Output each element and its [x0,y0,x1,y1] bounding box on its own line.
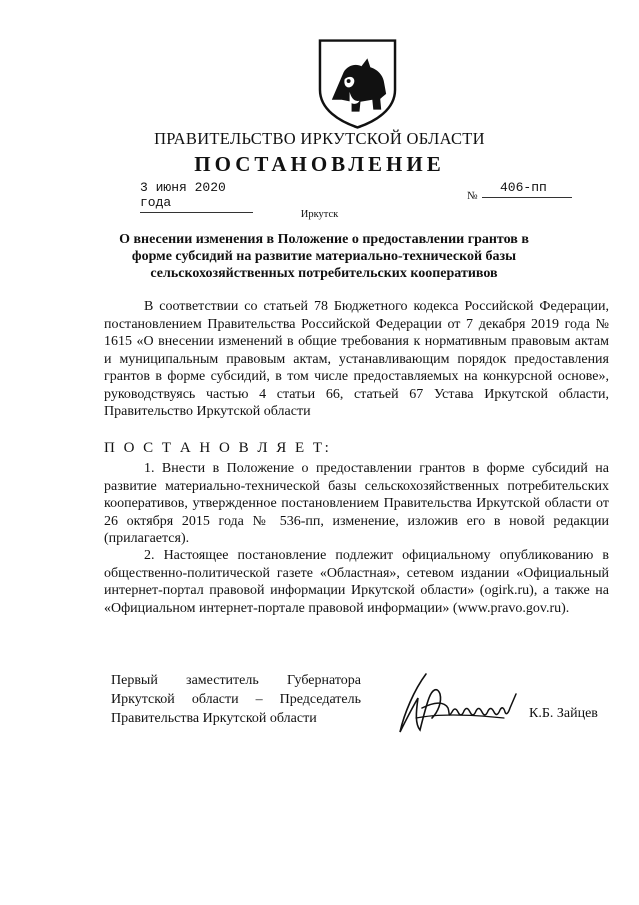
document-number: 406-пп [482,180,572,198]
handwritten-signature [396,668,531,743]
number-sign: № [467,190,478,202]
document-type: ПОСТАНОВЛЕНИЕ [194,152,445,176]
signer-position-line: Иркутской области – Председатель [111,692,361,707]
government-name: ПРАВИТЕЛЬСТВО ИРКУТСКОЙ ОБЛАСТИ [154,129,485,148]
item-2 [104,547,609,617]
coat-of-arms-icon [318,38,397,130]
document-title: О внесении изменения в Положение о предоставлении грантов в форме субсидий на развитие материально-технической базы сельскохозяйственных потребительских кооперативов [119,232,529,281]
item-1 [104,460,609,548]
signer-name: К.Б. Зайцев [529,706,598,721]
item-text: 2. Настоящее постановление подлежит официальному опубликованию в общественно-политической газете «Областная», сетевом издании «Официальный интернет-портал правовой информации Иркутской области» (ogirk.ru), а также на «Официальном интернет-портале правовой информации» (www.pravo.gov.ru). [104,548,609,616]
decree-word: П О С Т А Н О В Л Я Е Т: [104,440,332,456]
preamble-text: В соответствии со статьей 78 Бюджетного кодекса Российской Федерации, постановлением Правительства Российской Федерации от 7 декабря 2019 года № 1615 «О внесении изменений в общие требования к нормативным правовым актам и муниципальным правовым актам, устанавливающим порядок предоставления грантов в форме субсидий, в том числе предоставляемых на конкурсной основе», руководствуясь частью 4 статьи 66, статьей 67 Устава Иркутской области, Правительство Иркутской области [104,299,609,419]
signer-position [111,671,361,728]
city: Иркутск [300,209,339,220]
preamble [104,298,609,421]
signer-position-line: Правительства Иркутской области [111,711,317,726]
signer-position-line: Первый заместитель Губернатора [111,673,361,688]
item-text: 1. Внести в Положение о предоставлении грантов в форме субсидий на развитие материально-технической базы сельскохозяйственных потребительских кооперативов, утвержденное постановлением Правительства Иркутской области от 26 октября 2015 года № 536-пп, изменение, изложив его в новой редакции (прилагается). [104,461,609,546]
document-date: 3 июня 2020 года [140,180,253,213]
